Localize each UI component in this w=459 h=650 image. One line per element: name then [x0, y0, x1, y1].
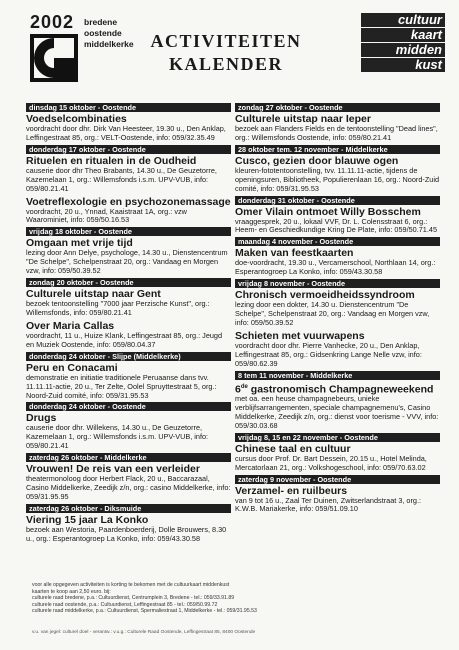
brand-line-kaart: kaart	[361, 28, 445, 42]
event-description: bezoek aan Flanders Fields en de tentoonstelling "Dead lines", org.: Willemsfonds Oostende, info: 059/80.21.41	[235, 124, 438, 142]
event-description: met oa. een heuse champagnebeurs, unieke verblijfsarrangementen, speciale champagnemenu's, Casino Middelkerke, Zeedijk z/n, org.: dienst voor toerisme - VVV, info: 059/30.03.68	[235, 394, 439, 430]
event-description: demonstratie en initiatie traditionele Peruaanse dans tvv. 11.11.11-actie, 20 u., Ter Zelte, Oolel Spruyttestraat 5, org.: Noord-Zuid comité, info: 059/31.95.53	[26, 372, 217, 400]
event-title: Chinese taal en cultuur	[235, 442, 351, 455]
footer-line: culturele raad oostende, p.a.: Cultuurdienst, Leffingestraat 85 - tel.: 059/50.99.72	[32, 601, 218, 608]
events-column-left	[26, 101, 231, 546]
event-title-text: gastronomisch Champagneweekend	[247, 383, 434, 396]
event-description: causerie door dhr. Willekens, 14.30 u., De Geuzetorre, Kazemelaan 1, org.: Willemsfonds i.s.m. UPV-VUB, info: 059/80.21.41	[26, 423, 209, 451]
footer-line: kaarten te koop aan 2,50 euro. bij:	[32, 588, 111, 595]
event-title: Culturele uitstap naar Ieper	[235, 113, 371, 125]
event-description: van 9 tot 16 u., Zaal Ter Duinen, Zwitserlandstraat 3, org.: K.W.B. Mariakerke, info: 059/51.09.10	[235, 495, 422, 514]
footer-notes	[32, 582, 412, 615]
date-bar: donderdag 31 oktober - Oostende	[235, 196, 440, 205]
date-bar: zondag 20 oktober - Oostende	[26, 278, 231, 287]
event-title: Schieten met vuurwapens	[235, 329, 365, 342]
date-bar: vrijdag 8 november - Oostende	[235, 279, 440, 288]
event-title: Maken van feestkaarten	[235, 247, 354, 260]
title-line-1: ACTIVITEITEN	[150, 31, 302, 51]
event-description: lezing door Ann Delye, psychologe, 14.30 u., Dienstencentrum "De Schelpe", Schelpenstraat 20, org.: Vandaag en Morgen vzw, info: 059/50.39.52	[26, 248, 228, 276]
places-list	[84, 17, 134, 50]
event-title: Over Maria Callas	[26, 319, 115, 332]
event-title: Omer Vilain ontmoet Willy Bosschem	[235, 205, 421, 218]
date-bar: maandag 4 november - Oostende	[235, 237, 440, 246]
event-description: lezing door een dokter, 14.30 u. Dienstencentrum "De Schelpe", Schelpenstraat 20, org.: Vandaag en Morgen vzw, info: 059/50.39.52	[235, 300, 430, 327]
place-oostende: oostende	[84, 28, 122, 38]
page-header	[0, 0, 459, 92]
event-title: Viering 15 jaar La Konko	[26, 513, 149, 526]
date-bar: zaterdag 26 oktober - Diksmuide	[26, 504, 231, 513]
date-bar: vrijdag 8, 15 en 22 november - Oostende	[235, 433, 440, 442]
event-title: Vrouwen! De reis van een verleider	[26, 463, 200, 476]
event-title-number: 6	[235, 383, 241, 396]
event-description: causerie door dhr Theo Brabants, 14.30 u., De Geuzetorre, Kazemelaan 1, org.: Willemsfonds i.s.m. UPV-VUB, info: 059/80.21.41	[26, 165, 217, 193]
place-middelkerke: middelkerke	[84, 39, 134, 49]
event-description: voordracht, 20 u., Ynnad, Kaaistraat 1A, org.: vzw Waarominiet, info: 059/50.16.53	[26, 206, 187, 225]
culture-logo-icon	[30, 34, 78, 82]
date-bar: zondag 27 oktober - Oostende	[235, 103, 440, 112]
page-title	[146, 30, 306, 76]
place-bredene: bredene	[84, 17, 118, 27]
event-title: Peru en Conacami	[26, 361, 118, 374]
title-line-2: KALENDER	[168, 54, 283, 74]
event-title: Verzamel- en ruilbeurs	[235, 484, 348, 497]
event-description: voordracht, 11 u., Huize Klank, Leffingestraat 85, org.: Jeugd en Muziek Oostende, info: 059/80.04.37	[26, 330, 223, 349]
brand-block	[361, 13, 445, 73]
footer-line: culturele raad middelkerke, p.a.: Cultuurdienst, Spermaliestraat 1, Middelkerke - tel.: 059/31.95.53	[32, 608, 257, 615]
event-description: bezoek aan Westoria, Paardenboerderij, Dolle Brouwers, 8.30 u., org.: Esperantogroep La Konko, info: 059/43.30.58	[26, 524, 227, 543]
event-description: kleuren-fototentoonstelling, tvv. 11.11.11-actie, tijdens de openingsuren, Bibliotheek, Populierenlaan 16, org.: Noord-Zuid comité, info: 059/31.95.53	[235, 165, 440, 193]
date-bar: zaterdag 9 november - Oostende	[235, 475, 440, 484]
year-label: 2002	[30, 12, 75, 32]
event-title: Rituelen en ritualen in de Oudheid	[26, 154, 197, 167]
event-description: voordracht door dhr. Dirk Van Heesteer, 19.30 u., Den Anklap, Leffingestraat 85, org.: VELT-Oostende, info: 059/32.35.49	[26, 124, 226, 142]
date-bar: 28 oktober tem. 12 november - Middelkerke	[235, 145, 440, 154]
event-title: Drugs	[26, 412, 57, 425]
date-bar: 8 tem 11 november - Middelkerke	[235, 371, 440, 380]
date-bar: zaterdag 26 oktober - Middelkerke	[26, 453, 231, 462]
event-description: vraaggesprek, 20 u., lokaal VVF, Dr. L. Colensstraat 6, org.: Heem- en Geschiedkundige Kring De Plate, info: 059/50.71.45	[235, 216, 438, 235]
event-description: theatermonoloog door Herbert Flack, 20 u., Baccarazaal, Casino Middelkerke, Zeedijk z/n, org.: casino Middelkerke, info: 059/31.95.95	[26, 474, 231, 501]
date-bar: donderdag 17 oktober - Oostende	[26, 145, 231, 154]
event-title: Culturele uitstap naar Gent	[26, 288, 161, 301]
events-column-right	[235, 101, 440, 516]
event-title: Chronisch vermoeidheidssyndroom	[235, 289, 415, 302]
event-description: cursus door Prof. Dr. Bart Dessein, 20.15 u., Hotel Melinda, Mercatorlaan 21, org.: Volkshogeschool, info: 059/70.63.02	[235, 453, 427, 472]
brand-line-cultuur: cultuur	[361, 13, 445, 27]
event-title: Voetreflexologie en psychozonemassage	[26, 195, 231, 208]
event-description: doe-voordracht, 19.30 u., Vercamerschool, Northlaan 14, org.: Esperantogroep La Konko, info: 059/43.30.58	[235, 258, 436, 277]
date-bar: donderdag 24 oktober - Slijpe (Middelkerke)	[26, 352, 231, 361]
event-title-suffix: de	[240, 383, 248, 390]
event-title: Omgaan met vrije tijd	[26, 237, 133, 250]
event-description: voordracht door dhr. Pierre Vanhecke, 20 u., Den Anklap, Leffingestraat 85, org.: Gidsenkring Lange Nelle vzw, info: 059/80.62.39	[235, 340, 422, 368]
date-bar: dinsdag 15 oktober - Oostende	[26, 103, 231, 112]
event-title: Voedselcombinaties	[26, 113, 127, 125]
event-title: Cusco, gezien door blauwe ogen	[235, 154, 399, 167]
date-bar: vrijdag 18 oktober - Oostende	[26, 227, 231, 236]
brand-line-midden: midden	[361, 43, 445, 57]
event-title	[235, 381, 440, 396]
date-bar: donderdag 24 oktober - Oostende	[26, 402, 231, 411]
footer-line: voor alle opgegeven activiteiten is korting te bekomen met de cultuurkaart middenkust	[32, 582, 230, 588]
footer-line: culturele raad bredene, p.a.: Cultuurdienst, Centrumplein 3, Bredene - tel.: 059/33.91.89	[32, 595, 235, 602]
brand-line-kust: kust	[361, 58, 445, 72]
event-description: bezoek tentoonstelling "7000 jaar Perzische Kunst", org.: Willemsfonds, info: 059/80.21.41	[26, 299, 210, 317]
printer-note: v.u. van jegel: culturel doel - verantw.: v.u.g.: Culturele Raad Oostende, Leffingestraat 85, 8400 Oostende	[32, 630, 256, 635]
